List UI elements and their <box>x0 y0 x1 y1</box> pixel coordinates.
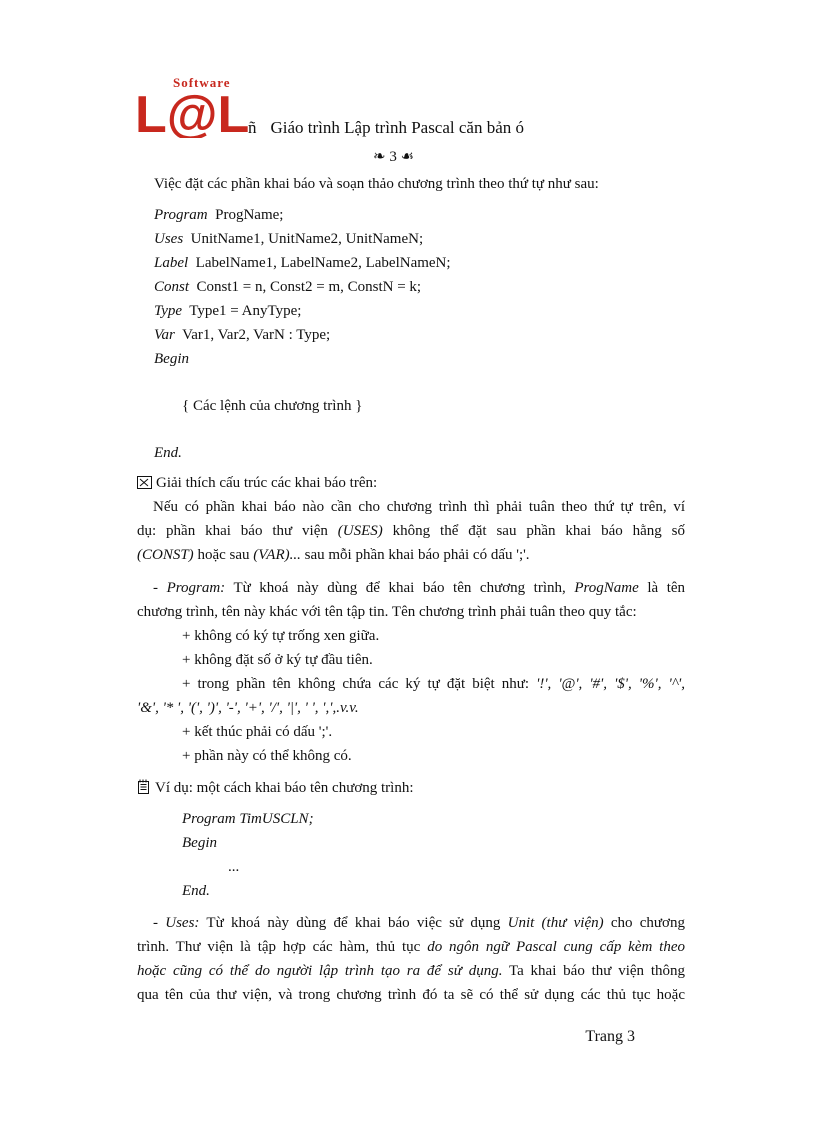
program-para-line2: chương trình, tên này khác với tên tập tin. Tên chương trình phải tuân theo quy tắc: <box>137 604 637 620</box>
program-para-line1 <box>137 578 685 598</box>
explain-heading <box>137 473 377 495</box>
header-left-mark: ñ <box>248 118 257 137</box>
code-line-const <box>154 277 421 297</box>
publisher-logo <box>133 72 248 138</box>
code-line-label <box>154 253 451 273</box>
code-rest: Var1, Var2, VarN : Type; <box>182 327 331 343</box>
text-italic: Unit (thư viện) <box>507 915 604 931</box>
code-line-var <box>154 325 330 345</box>
keyword: Type <box>154 303 183 319</box>
running-header <box>248 118 524 138</box>
text-italic: hoặc cũng có thể do người lập trình tạo ra để sử dụng. <box>137 963 503 979</box>
example-code-line: End. <box>182 883 210 899</box>
keyword: Program <box>154 207 208 223</box>
logo-wordmark: L@L <box>135 86 248 138</box>
example-heading-text: Ví dụ: một cách khai báo tên chương trình: <box>155 780 414 796</box>
text: Từ khoá này dùng để khai báo việc sử dụng <box>206 915 501 931</box>
software-lal-logo <box>133 72 248 138</box>
order-para-line3 <box>137 545 530 565</box>
code-line-end: End. <box>154 445 182 461</box>
text-italic: '!', '@', '#', '$', '%', '^', <box>536 676 685 692</box>
dash: - <box>153 580 158 596</box>
code-rest: LabelName1, LabelName2, LabelNameN; <box>195 255 451 271</box>
logo-caption: Software <box>173 75 231 90</box>
text: là tên <box>647 580 686 596</box>
code-line-type <box>154 301 301 321</box>
text: không thể đặt sau phần khai báo hằng số <box>392 523 686 539</box>
text-italic: (VAR)... <box>253 547 301 563</box>
keyword: Uses <box>154 231 184 247</box>
text: trình. Thư viện là tập hợp các hàm, thủ tục <box>137 939 421 955</box>
keyword: Label <box>154 255 189 271</box>
text: Từ khoá này dùng để khai báo tên chương trình, <box>233 580 566 596</box>
text-italic: (USES) <box>337 523 383 539</box>
uses-para-line3 <box>137 961 685 981</box>
header-right-mark: ó <box>515 118 525 137</box>
keyword: Program: <box>166 580 226 596</box>
example-heading <box>137 778 414 800</box>
example-code-line: ... <box>228 859 240 875</box>
intro-text: Việc đặt các phần khai báo và soạn thảo chương trình theo thứ tự như sau: <box>154 176 599 192</box>
uses-para-line4: qua tên của thư viện, và trong chương trình đó ta sẽ có thể sử dụng các thủ tục hoặc <box>137 987 685 1003</box>
keyword: Var <box>154 327 175 343</box>
code-rest: UnitName1, UnitName2, UnitNameN; <box>190 231 424 247</box>
text-italic: do ngôn ngữ Pascal cung cấp kèm theo <box>427 939 686 955</box>
text: hoặc sau <box>197 547 250 563</box>
keyword: Const <box>154 279 190 295</box>
keyword: Uses: <box>165 915 200 931</box>
notepad-icon <box>137 779 151 800</box>
pointer-box-icon <box>137 475 152 495</box>
dash: - <box>153 915 158 931</box>
uses-para-line2 <box>137 937 685 957</box>
rule-end: + kết thúc phải có dấu ';'. <box>182 724 333 740</box>
page-ornament: ❧ 3 ☙ <box>373 149 415 165</box>
uses-para-line1 <box>137 913 685 933</box>
code-line-program <box>154 205 283 225</box>
text: cho chương <box>610 915 685 931</box>
rule-no-special <box>182 674 685 694</box>
text-italic: (CONST) <box>137 547 194 563</box>
explain-heading-text: Giải thích cấu trúc các khai báo trên: <box>156 475 378 491</box>
text: Ta khai báo thư viện thông <box>508 963 685 979</box>
example-code-line: Program TimUSCLN; <box>182 811 314 827</box>
code-line-begin: Begin <box>154 351 189 367</box>
rule-special-cont: '&', '* ', '(', ')', '-', '+', '/', '|', ' ', ',',.v.v. <box>137 700 359 716</box>
code-rest: Const1 = n, Const2 = m, ConstN = k; <box>196 279 422 295</box>
code-rest: ProgName; <box>215 207 284 223</box>
text-italic: ProgName <box>574 580 639 596</box>
code-line-uses <box>154 229 423 249</box>
text: sau mỗi phần khai báo phải có dấu ';'. <box>304 547 530 563</box>
rule-no-space: + không có ký tự trống xen giữa. <box>182 628 380 644</box>
rule-no-digit: + không đặt số ở ký tự đầu tiên. <box>182 652 373 668</box>
code-body-comment: { Các lệnh của chương trình } <box>182 398 363 414</box>
order-para-line2 <box>137 521 685 541</box>
book-title: Giáo trình Lập trình Pascal căn bản <box>270 118 512 137</box>
page-number: Trang 3 <box>585 1028 635 1045</box>
example-code-line: Begin <box>182 835 217 851</box>
text: + trong phần tên không chứa các ký tự đặt biệt như: <box>182 676 530 692</box>
text: dụ: phần khai báo thư viện <box>137 523 328 539</box>
order-para-line1 <box>137 497 685 517</box>
rule-optional: + phần này có thể không có. <box>182 748 352 764</box>
text: Nếu có phần khai báo nào cần cho chương trình thì phải tuân theo thứ tự trên, ví <box>153 499 685 515</box>
code-rest: Type1 = AnyType; <box>189 303 302 319</box>
